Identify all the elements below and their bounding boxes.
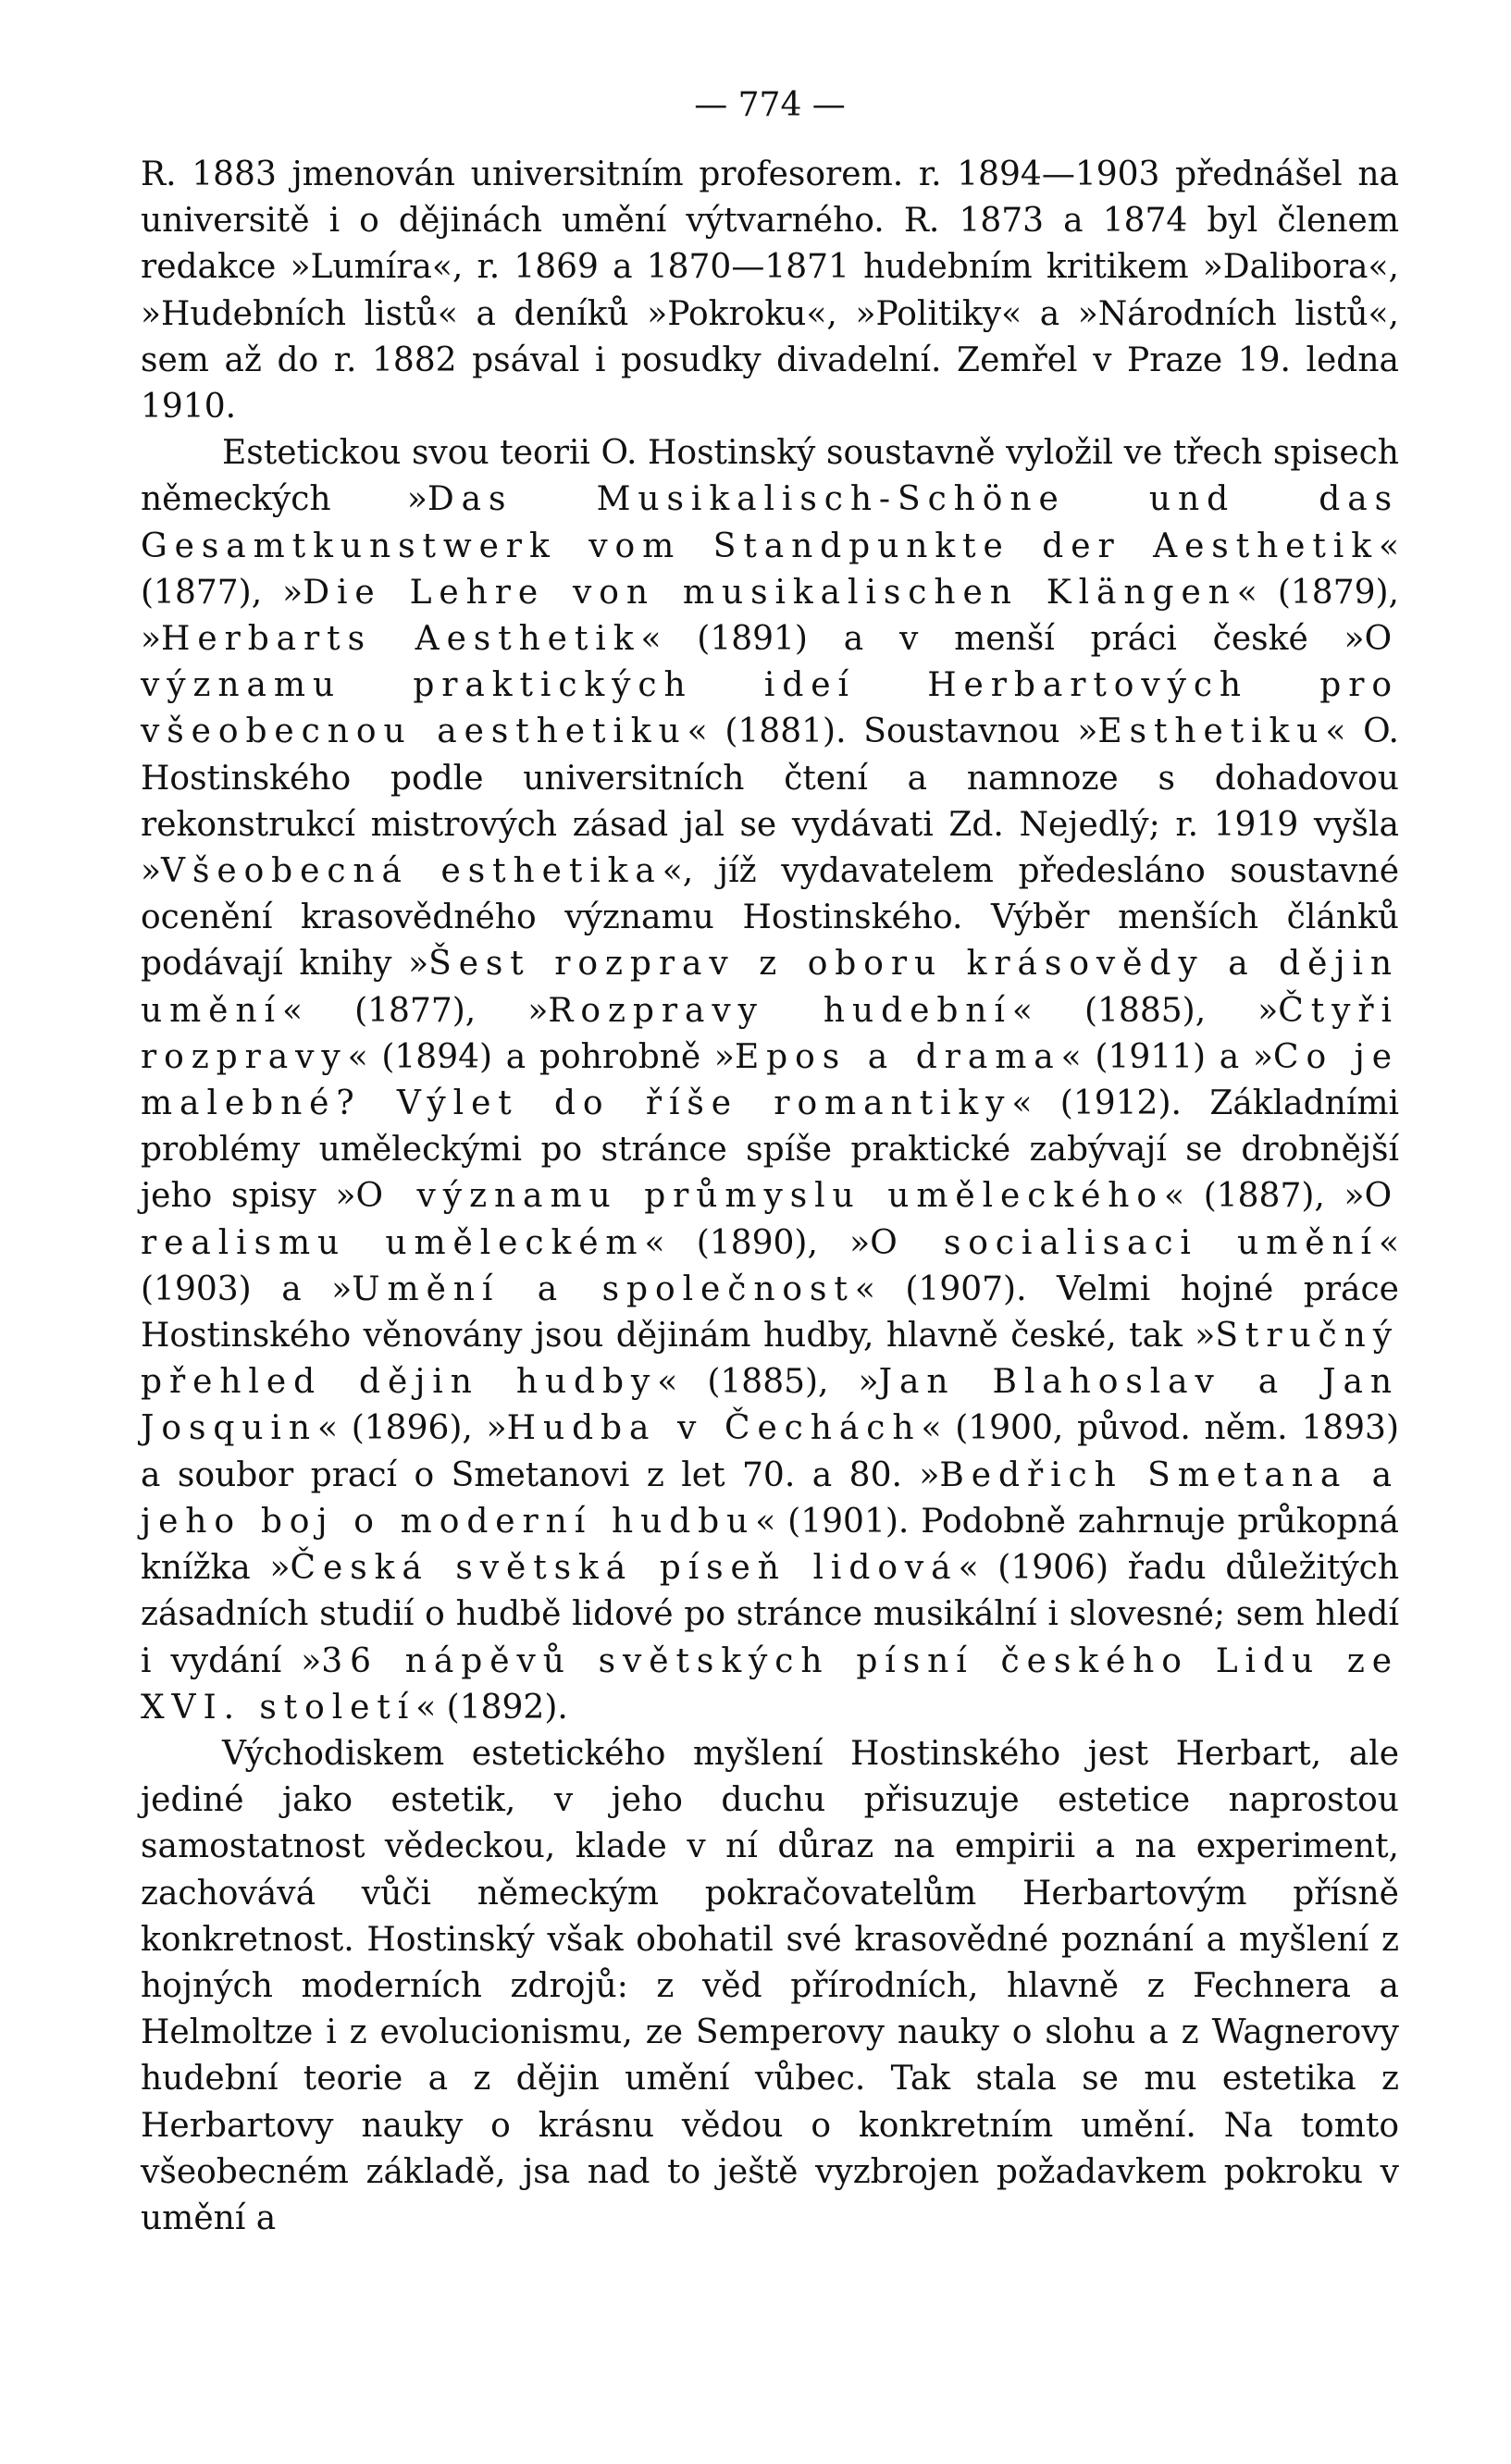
- text-run: « (1911) a »: [1060, 1037, 1273, 1076]
- spaced-title: O socialisaci umění: [870, 1223, 1379, 1262]
- text-run: « (1885), »: [1011, 991, 1279, 1030]
- text-run: « (1906) řadu důležitých zásadních studií o hudbě lidové po stránce musikální i slovesné; sem hledí i vydání »: [141, 1549, 1399, 1680]
- paragraph: [141, 152, 1399, 430]
- spaced-title: O významu průmyslu uměleckého: [355, 1177, 1165, 1216]
- spaced-title: Jan Blahoslav a Jan Josquin: [141, 1363, 1400, 1448]
- text-run: « (1892).: [415, 1688, 568, 1727]
- text-run: « (1903) a »: [141, 1223, 1399, 1308]
- spaced-title: Česká světská píseň lidová: [290, 1549, 959, 1588]
- text-run: « (1881). Soustavnou »: [687, 712, 1098, 751]
- text-run: Estetickou svou teorii O. Hostinský soustavně vyložil ve třech spisech německých »: [141, 434, 1399, 519]
- spaced-title: Bedřich Smetana a jeho boj o moderní hudbu: [141, 1455, 1400, 1541]
- spaced-title: Všeobecná esthetika: [161, 852, 663, 891]
- spaced-title: O realismu uměleckém: [141, 1177, 1399, 1262]
- text-run: « (1885), »: [657, 1363, 879, 1402]
- text-run: Východiskem estetického myšlení Hostinského jest Herbart, ale jediné jako estetik, v jeho duchu přisuzuje estetice naprostou samostatnost vědeckou, klade v ní důraz na empirii a na experiment, zachovává vůči německým pokračovatelům Herbartovým přísně konkretnost. Hostinský však obohatil své krasovědné poznání a myšlení z hojných moderních zdrojů: z věd přírodních, hlavně z Fechnera a Helmoltze i z evolucionismu, ze Semperovy nauky o slohu a z Wagnerovy hudební teorie a z dějin umění vůbec. Tak stala se mu estetika z Herbartovy nauky o krásnu vědou o konkretním umění. Na tomto všeobecném základě, jsa nad to ještě vyzbrojen požadavkem pokroku v umění a: [141, 1734, 1399, 2237]
- spaced-title: 36 nápěvů světských písní českého Lidu ze XVI. století: [141, 1641, 1400, 1727]
- body-text: [141, 152, 1399, 2242]
- text-run: « (1891) a v menší práci české »: [640, 620, 1365, 659]
- spaced-title: Co je malebné? Výlet do říše romantiky: [141, 1037, 1399, 1123]
- text-run: « (1900, původ. něm. 1893) a soubor prací o Smetanovi z let 70. a 80. »: [141, 1409, 1400, 1494]
- book-page: [141, 85, 1399, 2435]
- text-run: « (1901). Podobně zahrnuje průkopná knížka »: [141, 1502, 1399, 1588]
- spaced-title: Hudba v Čechách: [506, 1409, 922, 1448]
- spaced-title: Die Lehre von musikalischen Klängen: [303, 573, 1237, 612]
- text-run: « (1879), »: [141, 573, 1399, 659]
- spaced-title: Stručný přehled dějin hudby: [141, 1317, 1399, 1402]
- text-run: « (1890), »: [644, 1223, 871, 1262]
- page-number: — 774 —: [694, 86, 846, 124]
- text-run: « (1896), »: [316, 1409, 507, 1448]
- text-run: « (1887), »: [1164, 1177, 1365, 1216]
- paragraph: [141, 430, 1399, 1731]
- spaced-title: Čtyři rozpravy: [141, 991, 1399, 1076]
- spaced-title: Umění a společnost: [352, 1269, 855, 1308]
- text-run: « (1912). Základními problémy uměleckými po stránce spíše praktické zabývají se drobnější jeho spisy »: [141, 1084, 1399, 1216]
- text-run: « (1877), »: [281, 991, 549, 1030]
- text-run: « (1894) a pohrobně »: [347, 1037, 735, 1076]
- spaced-title: Rozpravy hudební: [548, 991, 1012, 1030]
- spaced-title: O významu praktických ideí Herbartových pro všeobecnou aesthetiku: [141, 620, 1399, 751]
- spaced-title: Epos a drama: [734, 1037, 1061, 1076]
- text-run: « O. Hostinského podle universitních čtení a namnoze s dohadovou rekonstrukcí mistrových zásad jal se vydávati Zd. Nejedlý; r. 1919 vyšla »: [141, 712, 1400, 891]
- text-run: « (1877), »: [141, 526, 1399, 612]
- spaced-title: Herbarts Aesthetik: [161, 620, 641, 659]
- spaced-title: Šest rozprav z oboru krásovědy a dějin umění: [141, 945, 1399, 1030]
- text-run: R. 1883 jmenován universitním profesorem. r. 1894—1903 přednášel na universitě i o dějinách umění výtvarného. R. 1873 a 1874 byl členem redakce »Lumíra«, r. 1869 a 1870—1871 hudebním kritikem »Dalibora«, »Hudebních listů« a deníků »Pokroku«, »Politiky« a »Národních listů«, sem až do r. 1882 psával i posudky divadelní. Zemřel v Praze 19. ledna 1910.: [141, 155, 1399, 427]
- text-run: « (1907). Velmi hojné práce Hostinského věnovány jsou dějinám hudby, hlavně české, tak »: [141, 1269, 1399, 1356]
- spaced-title: Esthetiku: [1097, 712, 1326, 751]
- text-run: «, jíž vydavatelem předesláno soustavné ocenění krasovědného významu Hostinského. Výběr menších článků podávají knihy »: [141, 852, 1399, 984]
- paragraph: [141, 1731, 1399, 2242]
- spaced-title: Das Musikalisch-Schöne und das Gesamtkunstwerk vom Standpunkte der Aesthetik: [141, 480, 1399, 565]
